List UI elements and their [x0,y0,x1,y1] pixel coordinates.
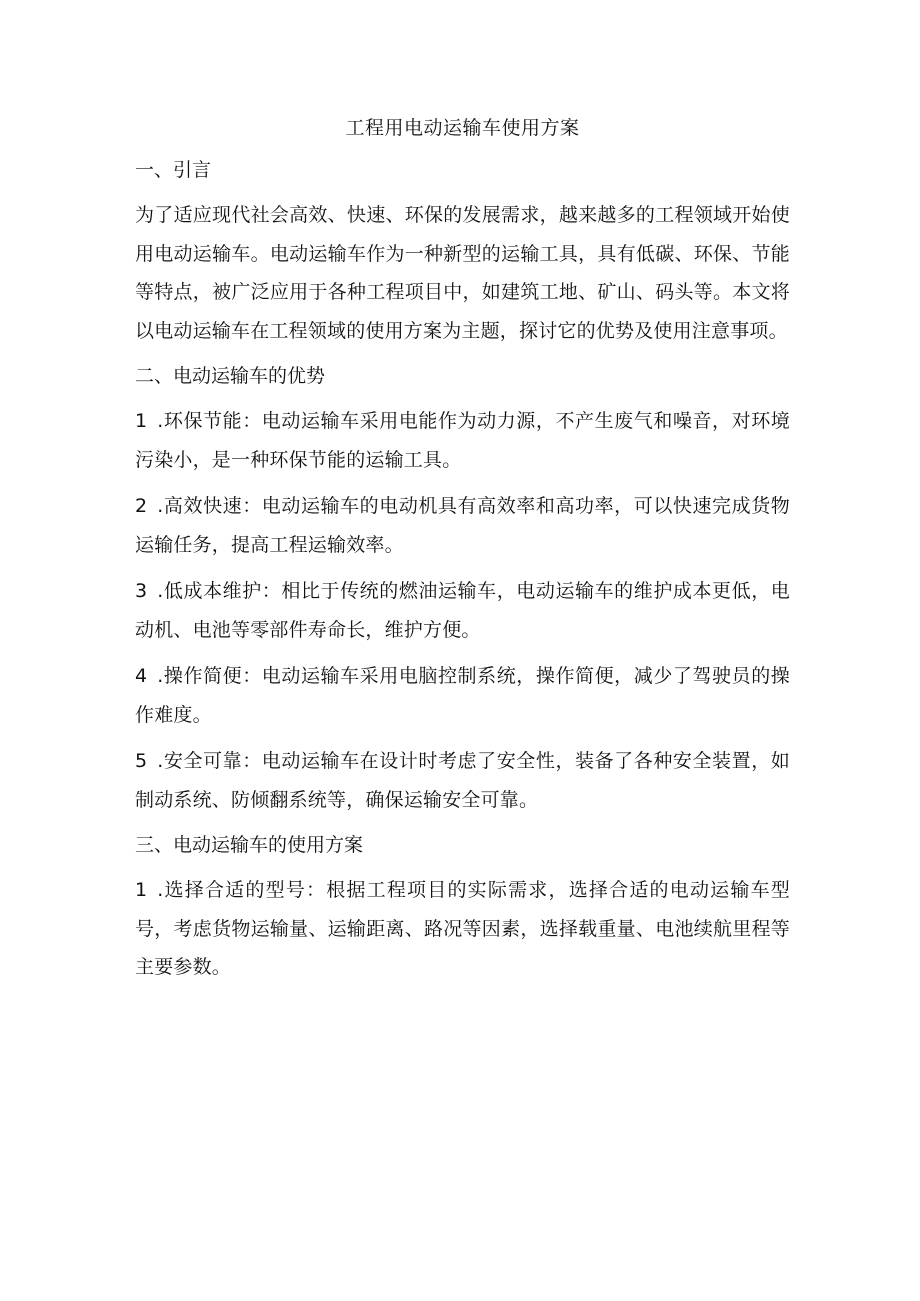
item-text: .低成本维护：相比于传统的燃油运输车，电动运输车的维护成本更低，电动机、电池等零部件寿命长，维护方便。 [135,580,790,641]
document-title: 工程用电动运输车使用方案 [345,117,580,139]
item-number: 1 [135,410,148,432]
advantage-item [135,742,790,819]
item-number: 2 [135,495,148,517]
item-number: 3 [135,580,148,602]
advantage-item [135,657,790,734]
introduction-paragraph: 为了适应现代社会高效、快速、环保的发展需求，越来越多的工程领域开始使用电动运输车。电动运输车作为一种新型的运输工具，具有低碳、环保、节能等特点，被广泛应用于各种工程项目中，如建筑工地、矿山、码头等。本文将以电动运输车在工程领域的使用方案为主题，探讨它的优势及使用注意事项。 [135,204,790,342]
item-text: .选择合适的型号：根据工程项目的实际需求，选择合适的电动运输车型号，考虑货物运输量、运输距离、路况等因素，选择载重量、电池续航里程等主要参数。 [135,879,790,978]
usage-plan-item [135,871,790,987]
item-text: .安全可靠：电动运输车在设计时考虑了安全性，装备了各种安全装置，如制动系统、防倾翻系统等，确保运输安全可靠。 [135,750,790,811]
item-text: .环保节能：电动运输车采用电能作为动力源，不产生废气和噪音，对环境污染小，是一种环保节能的运输工具。 [135,410,790,471]
item-text: .高效快速：电动运输车的电动机具有高效率和高功率，可以快速完成货物运输任务，提高工程运输效率。 [135,495,790,556]
document-body [135,110,790,995]
advantage-item [135,572,790,649]
item-number: 5 [135,750,148,772]
section-heading-usage-plan: 三、电动运输车的使用方案 [135,834,364,856]
item-number: 4 [135,665,148,687]
section-heading-advantages: 二、电动运输车的优势 [135,365,326,387]
section-heading-introduction: 一、引言 [135,159,212,181]
item-text: .操作简便：电动运输车采用电脑控制系统，操作简便，减少了驾驶员的操作难度。 [135,665,790,726]
advantage-item [135,402,790,479]
item-number: 1 [135,879,148,901]
advantage-item [135,487,790,564]
